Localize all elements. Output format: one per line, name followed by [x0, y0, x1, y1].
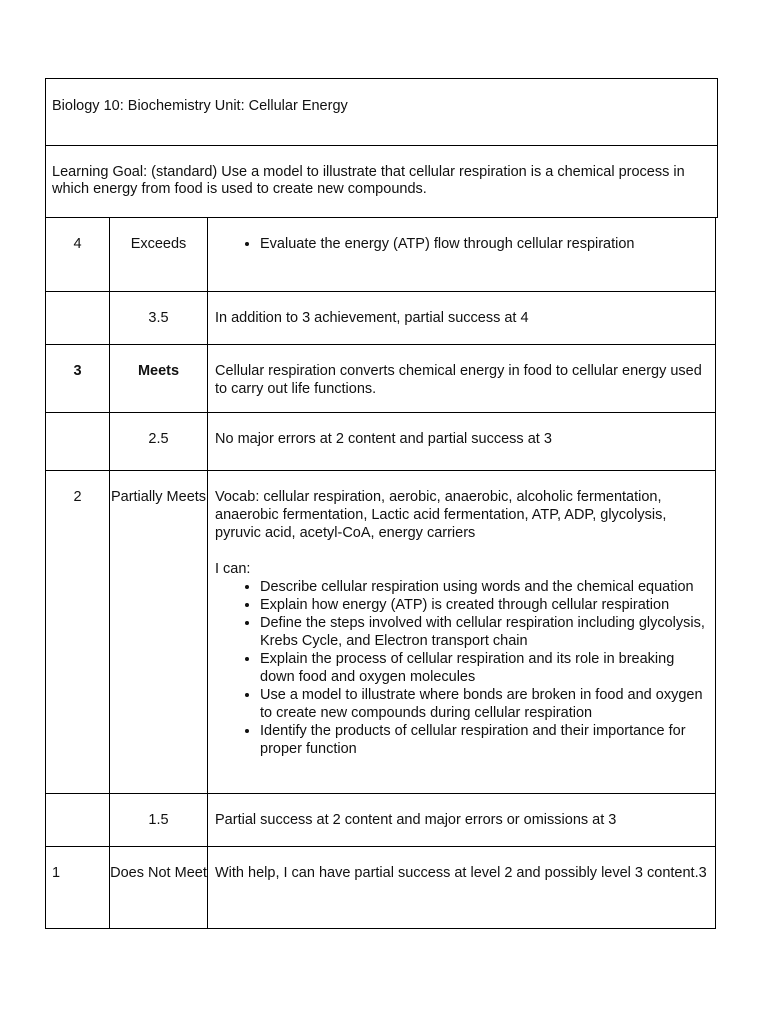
bullet-item: • Explain the process of cellular respiration and its role in breaking down food and oxygen molecules [260, 650, 709, 686]
rubric-table [45, 217, 716, 929]
i-can-label: I can: [215, 561, 251, 577]
document-title-box [45, 78, 718, 146]
bullet-list [215, 235, 709, 253]
bullet-item: • Describe cellular respiration using words and the chemical equation [260, 578, 709, 596]
score-cell: 2 [46, 471, 110, 794]
description-cell [208, 218, 716, 292]
vocab-text: Vocab: cellular respiration, aerobic, anaerobic, alcoholic fermentation, anaerobic fermentation, Lactic acid fermentation, ATP, ADP, glycolysis, pyruvic acid, acetyl-CoA, energy carriers [215, 489, 667, 541]
score-cell [46, 794, 110, 847]
score-cell [46, 292, 110, 345]
bullet-item: • Explain how energy (ATP) is created through cellular respiration [260, 596, 709, 614]
rubric-row-3-5 [46, 292, 716, 345]
learning-goal-box [45, 145, 718, 218]
document-title: Biology 10: Biochemistry Unit: Cellular Energy [52, 98, 348, 114]
bullet-list [215, 578, 709, 758]
level-cell: Exceeds [110, 218, 208, 292]
description-cell: In addition to 3 achievement, partial success at 4 [208, 292, 716, 345]
rubric-row-3 [46, 345, 716, 413]
bullet-item: • Identify the products of cellular respiration and their importance for proper function [260, 722, 709, 758]
rubric-row-1 [46, 847, 716, 929]
description-cell: With help, I can have partial success at level 2 and possibly level 3 content.3 [208, 847, 716, 929]
learning-goal-text: Learning Goal: (standard) Use a model to illustrate that cellular respiration is a chemical process in which energy from food is used to create new compounds. [52, 164, 685, 197]
rubric-row-1-5 [46, 794, 716, 847]
score-cell: 3 [46, 345, 110, 413]
description-cell: Cellular respiration converts chemical energy in food to cellular energy used to carry out life functions. [208, 345, 716, 413]
description-cell: No major errors at 2 content and partial success at 3 [208, 413, 716, 471]
level-cell: Partially Meets [110, 471, 208, 794]
level-cell: 1.5 [110, 794, 208, 847]
score-cell: 1 [46, 847, 110, 929]
description-cell: Partial success at 2 content and major errors or omissions at 3 [208, 794, 716, 847]
score-cell: 4 [46, 218, 110, 292]
description-cell [208, 471, 716, 794]
level-cell: Meets [110, 345, 208, 413]
rubric-row-2 [46, 471, 716, 794]
level-cell: 3.5 [110, 292, 208, 345]
level-cell: Does Not Meet [110, 847, 208, 929]
rubric-row-4 [46, 218, 716, 292]
rubric-row-2-5 [46, 413, 716, 471]
score-cell [46, 413, 110, 471]
bullet-item: • Use a model to illustrate where bonds are broken in food and oxygen to create new compounds during cellular respiration [260, 686, 709, 722]
bullet-item: • Define the steps involved with cellular respiration including glycolysis, Krebs Cycle, and Electron transport chain [260, 614, 709, 650]
level-cell: 2.5 [110, 413, 208, 471]
bullet-item: • Evaluate the energy (ATP) flow through cellular respiration [260, 235, 709, 253]
